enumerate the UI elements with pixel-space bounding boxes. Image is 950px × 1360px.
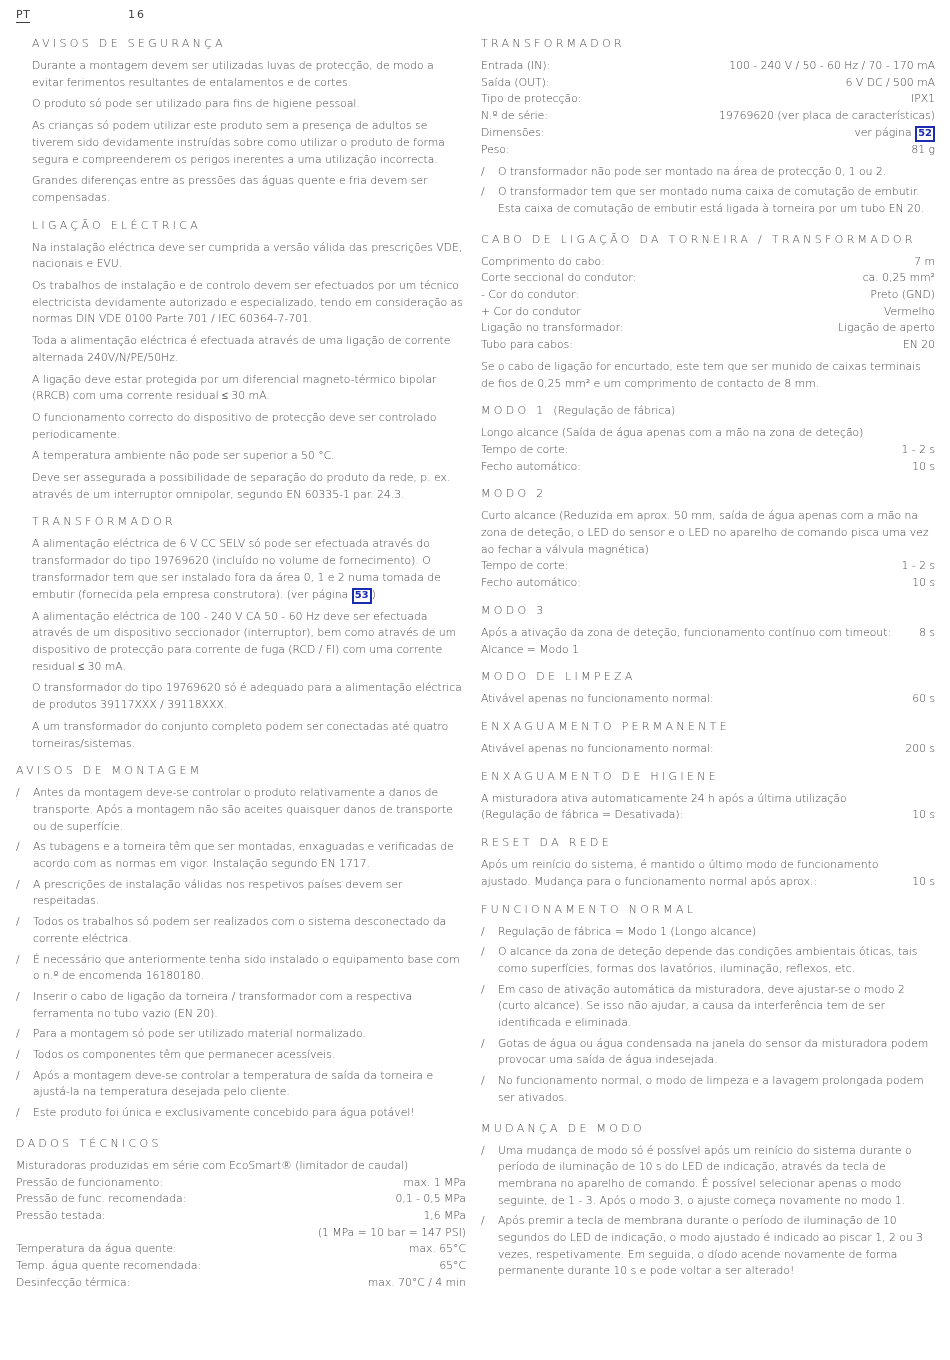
section-mode2 <box>481 486 935 592</box>
spec-row <box>481 254 935 271</box>
spec-value <box>854 125 935 142</box>
spec-label: Dimensões: <box>481 125 545 139</box>
page-reference-link[interactable]: 53 <box>352 588 372 604</box>
section-title: DADOS TÉCNICOS <box>16 1136 162 1150</box>
section-title: TRANSFORMADOR <box>32 515 176 529</box>
spec-row <box>16 1241 466 1258</box>
section-safety <box>32 36 466 207</box>
spec-row <box>481 691 935 708</box>
reset-text: Após um reinício do sistema, é mantido o último modo de funcionamento <box>481 858 879 872</box>
section-reset <box>481 835 935 890</box>
spec-label: Temperatura da água quente: <box>16 1242 177 1256</box>
spec-value: max. 65°C <box>408 1242 466 1256</box>
paragraph: Deve ser assegurada a possibilidade de separação do produto da rede, p. ex. através de um interruptor omnipolar, segundo EN 60335-1 par. 24.3. <box>32 471 451 501</box>
paragraph: As crianças só podem utilizar este produto sem a presença de adultos se tiverem sido devidamente instruídas sobre como utilizar o produto de forma segura e compreenderem os perigos inerentes a uma utilização incorrecta. <box>32 119 445 166</box>
left-column <box>16 36 466 1302</box>
spec-value: 10 s <box>912 459 935 473</box>
spec-row <box>481 75 935 92</box>
spec-row <box>481 874 935 891</box>
list-item: / Todos os componentes têm que permanecer acessíveis. <box>16 1047 466 1064</box>
list-item: / Inserir o cabo de ligação da torneira / transformador com a respectiva ferramenta no tubo vazio (EN 20). <box>16 989 466 1022</box>
list-item: / No funcionamento normal, o modo de limpeza e a lavagem prolongada podem ser ativados. <box>481 1073 935 1106</box>
spec-row <box>481 625 935 642</box>
mode-extra: Alcance = Modo 1 <box>481 642 579 656</box>
spec-row <box>481 442 935 459</box>
section-title: RESET DA REDE <box>481 836 612 850</box>
paragraph: A ligação deve estar protegida por um diferencial magneto-térmico bipolar (RRCB) com uma corrente residual ≤ 30 mA. <box>32 372 437 403</box>
right-column <box>481 36 935 1291</box>
mode-description: Curto alcance (Reduzida em aprox. 50 mm, saída de água apenas com a mão na zona de deteção, o LED do sensor e o LED no aparelho de comando pisca uma vez ao fechar a válvula magnética) <box>481 509 929 556</box>
section-hygiene-rinse <box>481 769 935 824</box>
list-item: / Após premir a tecla de membrana durante o período de iluminação de 10 segundos do LED de indicação, o modo ajustado é indicado ao piscar 1, 2 ou 3 vezes, respetivamente. Em seguida, o díodo acende novamente de forma permanente durante 10 s e pode voltar a ser alterado! <box>481 1213 935 1280</box>
spec-label: Tipo de protecção: <box>481 92 582 106</box>
paragraph: Os trabalhos de instalação e de controlo devem ser efectuados por um técnico electricista devidamente autorizado e especializado, tendo em consideração as normas DIN VDE 0100 Parte 701 / IEC 60364-7-701. <box>32 279 463 326</box>
paragraph: O funcionamento correcto do dispositivo de protecção deve ser controlado periodicamente. <box>32 410 437 441</box>
spec-value: max. 1 MPa <box>403 1175 466 1189</box>
spec-label: Ligação no transformador: <box>481 321 624 335</box>
paragraph: Durante a montagem devem ser utilizadas luvas de protecção, de modo a evitar ferimentos resultantes de entalamentos e de cortes. <box>32 59 434 89</box>
spec-row <box>16 1275 466 1292</box>
paragraph: Toda a alimentação eléctrica é efectuada através de uma ligação de corrente alternada 240V/N/PE/50Hz. <box>32 334 451 364</box>
spec-value: 19769620 (ver placa de características) <box>719 109 935 123</box>
spec-row <box>481 337 935 354</box>
list-item: / Em caso de ativação automática da misturadora, deve ajustar-se o modo 2 (curto alcance). Se isso não ajudar, a causa da interferência tem de ser identificada e eliminada. <box>481 982 935 1032</box>
spec-label: N.º de série: <box>481 109 548 123</box>
list-item: / Antes da montagem deve-se controlar o produto relativamente a danos de transporte. Após a montagem não são aceites quaisquer danos de transporte ou de superfície. <box>16 785 466 835</box>
cable-note: Se o cabo de ligação for encurtado, este tem que ser munido de caixas terminais de fios de 0,25 mm² e um comprimento de contacto de 8 mm. <box>481 359 921 390</box>
spec-value: 0,1 - 0,5 MPa <box>395 1192 466 1206</box>
paragraph <box>32 536 466 603</box>
list-item: / O transformador não pode ser montado na área de protecção 0, 1 ou 2. <box>481 164 935 181</box>
list-item: / Uma mudança de modo só é possível após um reinício do sistema durante o período de iluminação de 10 s do LED de indicação, através da tecla de membrana no aparelho de comando. É possível selecionar apenas o modo seguinte, de 1 - 3. Após o modo 3, o ajuste começa novamente no modo 1. <box>481 1143 935 1210</box>
spec-label: + Cor do condutor <box>481 304 581 318</box>
spec-row <box>481 125 935 142</box>
spec-value: 8 s <box>919 625 935 639</box>
spec-label: Ativável apenas no funcionamento normal: <box>481 692 714 706</box>
section-mounting <box>16 763 466 1122</box>
spec-label: Tempo de corte: <box>481 442 569 456</box>
dimensions-text: ver página <box>854 125 916 139</box>
spec-row <box>481 304 935 321</box>
section-title: LIGAÇÃO ELÉCTRICA <box>32 218 202 232</box>
spec-row <box>481 807 935 824</box>
spec-value: IPX1 <box>911 92 935 106</box>
spec-value: ca. 0,25 mm² <box>862 271 935 285</box>
spec-label: Pressão testada: <box>16 1208 106 1222</box>
spec-value: EN 20 <box>902 338 935 352</box>
spec-value: 1,6 MPa <box>423 1208 466 1222</box>
list-item: / É necessário que anteriormente tenha sido instalado o equipamento base com o n.º de encomenda 16180180. <box>16 952 466 985</box>
spec-label: Corte seccional do condutor: <box>481 271 637 285</box>
normal-list <box>481 924 935 1107</box>
section-mode1 <box>481 403 935 475</box>
section-title: TRANSFORMADOR <box>481 37 625 50</box>
mode-change-list <box>481 1143 935 1281</box>
mode-subtitle: (Regulação de fábrica) <box>553 404 676 418</box>
list-item: / Regulação de fábrica = Modo 1 (Longo alcance) <box>481 924 935 941</box>
section-title: MODO 3 <box>481 603 547 617</box>
spec-value: Preto (GND) <box>870 288 935 302</box>
techdata-intro: Misturadoras produzidas em série com EcoSmart® (limitador de caudal) <box>16 1158 409 1172</box>
list-item: / O transformador tem que ser montado numa caixa de comutação de embutir. Esta caixa de comutação de embutir está ligada à torneira por um tubo EN 20. <box>481 184 935 217</box>
list-item: / As tubagens e a torneira têm que ser montadas, enxaguadas e verificadas de acordo com as normas em vigor. Instalação segundo EN 1717. <box>16 839 466 872</box>
section-title <box>481 403 935 419</box>
spec-value: 10 s <box>912 576 935 590</box>
paragraph: A temperatura ambiente não pode ser superior a 50 °C. <box>32 449 335 463</box>
spec-row <box>481 270 935 287</box>
paragraph-text: A alimentação eléctrica de 6 V CC SELV só pode ser efectuada através do transformador do tipo 19769620 (incluído no volume de fornecimento). O transformador tem que ser instalado fora da área 0, 1 e 2 numa tomada de embutir (fornecida pela empresa construtora). (ver página <box>32 537 441 601</box>
mounting-list <box>16 785 466 1122</box>
section-cable <box>481 232 935 393</box>
spec-row <box>481 91 935 108</box>
list-item: / Após a montagem deve-se controlar a temperatura de saída da torneira e ajustá-la na temperatura desejada pelo cliente. <box>16 1068 466 1101</box>
section-title: MUDANÇA DE MODO <box>481 1121 645 1135</box>
section-mode-change <box>481 1121 935 1281</box>
section-cleaning <box>481 669 935 708</box>
spec-value: max. 70°C / 4 min <box>367 1275 466 1289</box>
section-electrical <box>32 218 466 504</box>
spec-value: 1 - 2 s <box>901 559 935 573</box>
spec-label: Peso: <box>481 142 510 156</box>
language-code: PT <box>16 8 31 21</box>
mode-title: MODO 1 <box>481 404 547 418</box>
section-title: FUNCIONAMENTO NORMAL <box>481 902 697 916</box>
spec-value: 81 g <box>911 142 935 156</box>
spec-value: 200 s <box>905 741 935 755</box>
spec-label: Fecho automático: <box>481 576 581 590</box>
spec-label: Fecho automático: <box>481 459 581 473</box>
spec-row <box>16 1175 466 1192</box>
section-title: CABO DE LIGAÇÃO DA TORNEIRA / TRANSFORMADOR <box>481 232 916 246</box>
spec-value: Ligação de aperto <box>837 321 935 335</box>
spec-row <box>481 287 935 304</box>
spec-label: ajustado. Mudança para o funcionamento normal após aprox.: <box>481 874 818 888</box>
paragraph: A um transformador do conjunto completo podem ser conectadas até quatro torneiras/sistemas. <box>32 719 449 750</box>
spec-label: Ativável apenas no funcionamento normal: <box>481 741 714 755</box>
spec-row <box>481 459 935 476</box>
transformer-notes <box>481 164 935 218</box>
spec-value: 60 s <box>912 692 935 706</box>
spec-value: 1 - 2 s <box>901 442 935 456</box>
spec-row <box>481 558 935 575</box>
spec-row <box>481 142 935 159</box>
section-title: MODO 2 <box>481 487 547 501</box>
list-item: / Este produto foi única e exclusivamente concebido para água potável! <box>16 1105 466 1122</box>
spec-label: Tempo de corte: <box>481 559 569 573</box>
paragraph: O transformador do tipo 19769620 só é adequado para a alimentação eléctrica de produtos 39117XXX / 39118XXX. <box>32 681 462 712</box>
spec-label: Tubo para cabos: <box>481 338 573 352</box>
mode-description: Longo alcance (Saída de água apenas com a mão na zona de deteção) <box>481 426 864 440</box>
section-title: ENXAGUAMENTO PERMANENTE <box>481 719 730 733</box>
list-item: / Para a montagem só pode ser utilizado material normalizado. <box>16 1026 466 1043</box>
spec-row <box>16 1258 466 1275</box>
section-transformer <box>32 514 466 752</box>
spec-value: 100 - 240 V / 50 - 60 Hz / 70 - 170 mA <box>729 59 935 72</box>
spec-row <box>16 1208 466 1225</box>
list-item: / O alcance da zona de deteção depende das condições ambientais óticas, tais como superfícies, formas dos lavatórios, iluminação, reflexos, etc. <box>481 944 935 977</box>
spec-label: (Regulação de fábrica = Desativada): <box>481 808 684 822</box>
list-item: / A prescrições de instalação válidas nos respetivos países devem ser respeitadas. <box>16 877 466 910</box>
spec-label: Comprimento do cabo: <box>481 254 605 268</box>
spec-value: 10 s <box>912 874 935 888</box>
spec-value: 10 s <box>912 808 935 822</box>
page-reference-link[interactable]: 52 <box>915 126 935 142</box>
spec-value: 65°C <box>439 1259 466 1273</box>
section-techdata <box>16 1136 466 1292</box>
spec-value: 6 V DC / 500 mA <box>845 75 935 89</box>
spec-label: Após a ativação da zona de deteção, funcionamento contínuo com timeout: <box>481 625 892 639</box>
spec-row <box>481 741 935 758</box>
section-normal-operation <box>481 902 935 1107</box>
list-item: / Gotas de água ou água condensada na janela do sensor da misturadora podem provocar uma saída de água indesejada. <box>481 1036 935 1069</box>
spec-label: Saída (OUT): <box>481 75 550 89</box>
hygiene-text: A misturadora ativa automaticamente 24 h após a última utilização <box>481 791 847 805</box>
spec-row <box>16 1225 466 1242</box>
spec-row <box>481 320 935 337</box>
section-transformer-specs <box>481 36 935 218</box>
spec-label: Entrada (IN): <box>481 59 551 72</box>
spec-value: 7 m <box>914 254 935 268</box>
spec-value: (1 MPa = 10 bar = 147 PSI) <box>317 1225 466 1239</box>
paragraph: A alimentação eléctrica de 100 - 240 V CA 50 - 60 Hz deve ser efectuada através de um dispositivo seccionador (interruptor), bem como através de um dispositivo de protecção para corrente de fuga (RCD / FI) com uma corrente residual ≤ 30 mA. <box>32 609 457 673</box>
paragraph-end: ) <box>371 587 376 601</box>
spec-row <box>481 58 935 75</box>
section-title: AVISOS DE MONTAGEM <box>16 764 203 778</box>
section-title: ENXAGUAMENTO DE HIGIENE <box>481 769 719 783</box>
list-item: / Todos os trabalhos só podem ser realizados com o sistema desconectado da corrente eléctrica. <box>16 914 466 947</box>
spec-label: Temp. água quente recomendada: <box>16 1259 202 1273</box>
paragraph: O produto só pode ser utilizado para fins de higiene pessoal. <box>32 97 360 111</box>
page-number: 16 <box>128 8 146 21</box>
section-title: MODO DE LIMPEZA <box>481 670 636 684</box>
paragraph: Grandes diferenças entre as pressões das águas quente e fria devem ser compensadas. <box>32 174 428 204</box>
spec-row <box>481 575 935 592</box>
spec-row <box>481 108 935 125</box>
section-permanent-rinse <box>481 719 935 758</box>
spec-label: Pressão de func. recomendada: <box>16 1192 187 1206</box>
section-mode3 <box>481 603 935 658</box>
spec-label: Pressão de funcionamento: <box>16 1175 163 1189</box>
spec-row <box>16 1191 466 1208</box>
spec-value: Vermelho <box>883 304 935 318</box>
section-title: AVISOS DE SEGURANÇA <box>32 37 226 50</box>
spec-label: - Cor do condutor: <box>481 288 580 302</box>
spec-label: Desinfecção térmica: <box>16 1275 131 1289</box>
paragraph: Na instalação eléctrica deve ser cumprida a versão válida das prescrições VDE, nacionais e EVU. <box>32 240 463 271</box>
